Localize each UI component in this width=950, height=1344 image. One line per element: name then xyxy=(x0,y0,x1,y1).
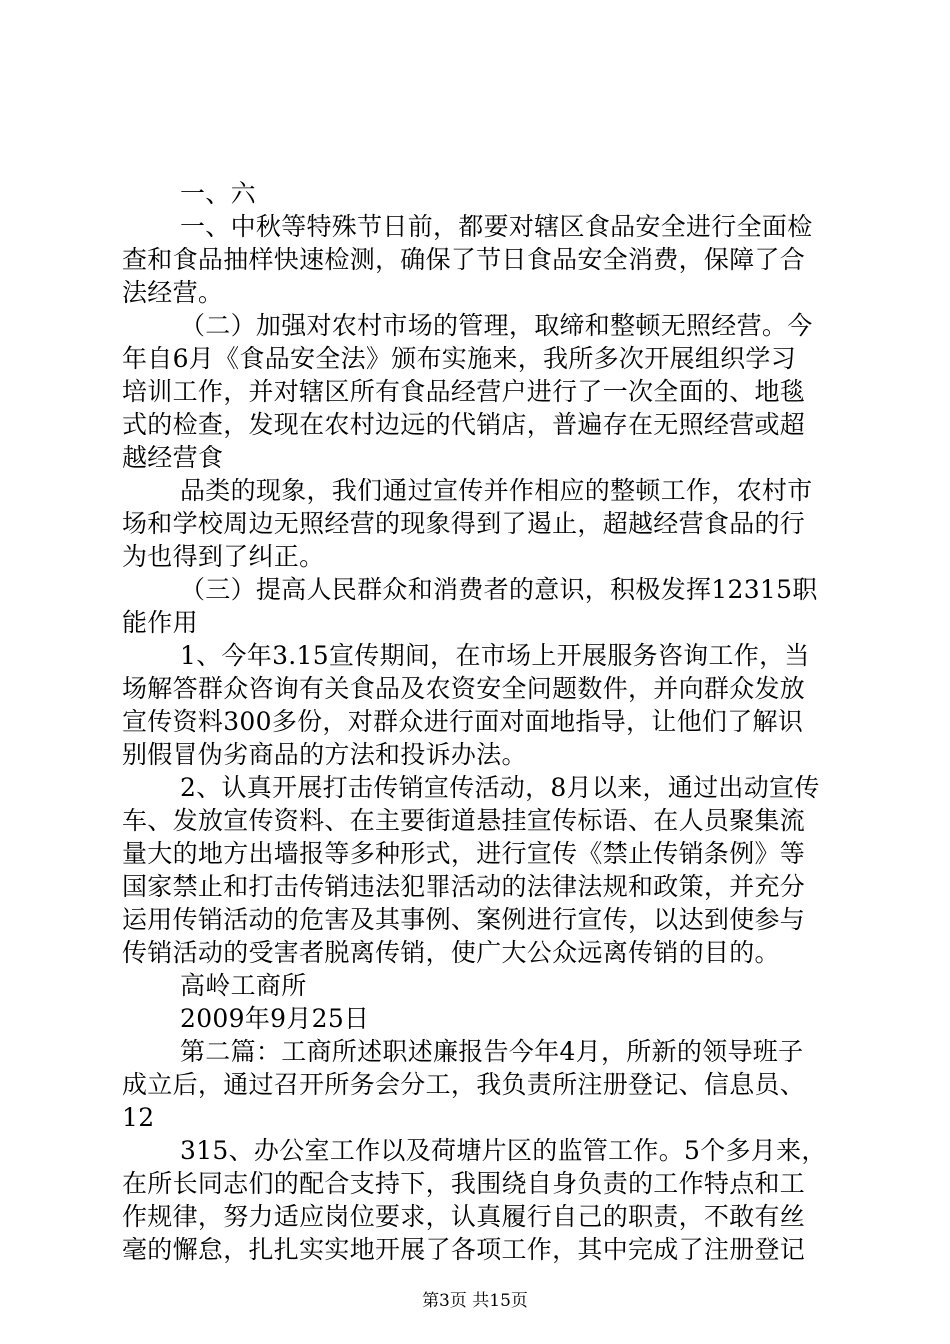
text-line: 一、中秋等特殊节日前，都要对辖区食品安全进行全面检 xyxy=(180,212,813,241)
text-line: 运用传销活动的危害及其事例、案例进行宣传，以达到使参与 xyxy=(122,905,806,934)
text-line: 查和食品抽样快速检测，确保了节日食品安全消费，保障了合 xyxy=(122,245,806,274)
text-line: 年自6月《食品安全法》颁布实施来，我所多次开展组织学习 xyxy=(122,344,797,373)
text-line: 场和学校周边无照经营的现象得到了遏止，超越经营食品的行 xyxy=(122,509,806,538)
text-line: 315、办公室工作以及荷塘片区的监管工作。5个多月来， xyxy=(180,1136,827,1165)
text-line: 法经营。 xyxy=(122,278,224,307)
text-line: 传销活动的受害者脱离传销，使广大公众远离传销的目的。 xyxy=(122,938,780,967)
text-line: 2、认真开展打击传销宣传活动，8月以来，通过出动宣传 xyxy=(180,773,820,802)
text-line: 在所长同志们的配合支持下，我围绕自身负责的工作特点和工 xyxy=(122,1169,806,1198)
text-line: 培训工作，并对辖区所有食品经营户进行了一次全面的、地毯 xyxy=(122,377,806,406)
text-line: 宣传资料300多份，对群众进行面对面地指导，让他们了解识 xyxy=(122,707,804,736)
text-line: 1、今年3.15宣传期间，在市场上开展服务咨询工作，当 xyxy=(180,641,810,670)
text-line: 式的检查，发现在农村边远的代销店，普遍存在无照经营或超 xyxy=(122,410,806,439)
text-line: （二）加强对农村市场的管理，取缔和整顿无照经营。今 xyxy=(180,311,813,340)
text-line: 国家禁止和打击传销违法犯罪活动的法律法规和政策，并充分 xyxy=(122,872,806,901)
text-line: 毫的懈怠，扎扎实实地开展了各项工作，其中完成了注册登记 xyxy=(122,1235,806,1264)
text-line: 12 xyxy=(122,1103,155,1132)
text-line: 第二篇：工商所述职述廉报告今年4月，所新的领导班子 xyxy=(180,1037,804,1066)
text-line: 车、发放宣传资料、在主要街道悬挂宣传标语、在人员聚集流 xyxy=(122,806,806,835)
text-line: 能作用 xyxy=(122,608,198,637)
text-line: 别假冒伪劣商品的方法和投诉办法。 xyxy=(122,740,527,769)
text-line: 品类的现象，我们通过宣传并作相应的整顿工作，农村市 xyxy=(180,476,813,505)
signature-date: 2009年9月25日 xyxy=(180,1004,370,1033)
text-line: （三）提高人民群众和消费者的意识，积极发挥12315职 xyxy=(180,575,818,604)
text-line: 一、六 xyxy=(180,179,256,208)
text-line: 作规律，努力适应岗位要求，认真履行自己的职责，不敢有丝 xyxy=(122,1202,806,1231)
text-line: 量大的地方出墙报等多种形式，进行宣传《禁止传销条例》等 xyxy=(122,839,806,868)
signature-org: 高岭工商所 xyxy=(180,971,307,1000)
text-line: 为也得到了纠正。 xyxy=(122,542,325,571)
text-line: 场解答群众咨询有关食品及农资安全问题数件，并向群众发放 xyxy=(122,674,806,703)
text-line: 成立后，通过召开所务会分工，我负责所注册登记、信息员、 xyxy=(122,1070,806,1099)
text-line: 越经营食 xyxy=(122,443,224,472)
page-footer: 第3页 共15页 xyxy=(422,1291,528,1311)
